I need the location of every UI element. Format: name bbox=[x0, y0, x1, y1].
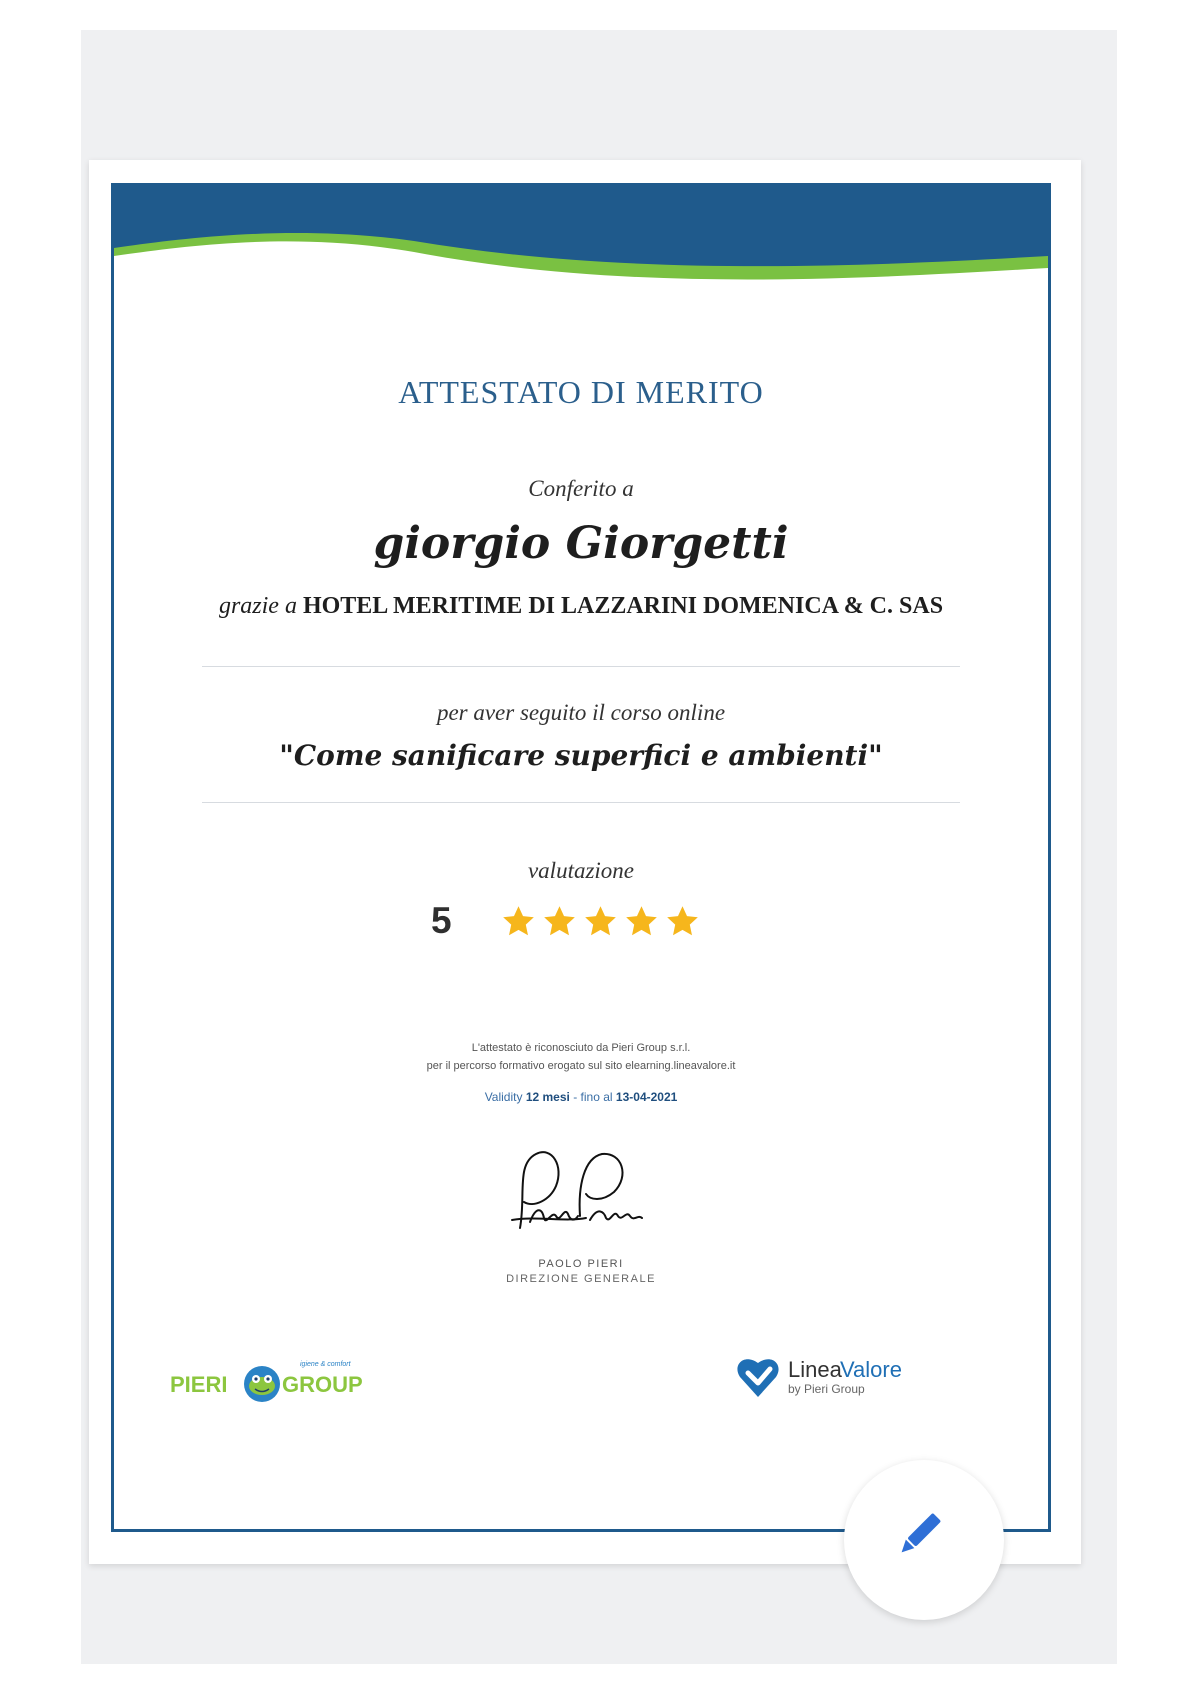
course-title: "Come sanificare superfici e ambienti" bbox=[279, 739, 883, 772]
star-rating bbox=[501, 904, 700, 939]
rating-label: valutazione bbox=[527, 858, 635, 883]
pencil-icon bbox=[892, 1506, 948, 1562]
conferito-label: Conferito a bbox=[528, 476, 634, 501]
rating-row bbox=[431, 896, 700, 946]
recognition-line-1: L'attestato è riconosciuto da Pieri Group s.r.l. bbox=[471, 1042, 691, 1054]
validity-period: 12 mesi bbox=[525, 1090, 570, 1104]
recipient-name: giorgio Giorgetti bbox=[373, 518, 789, 569]
star-icon bbox=[665, 904, 700, 939]
rating-score: 5 bbox=[431, 900, 452, 941]
pieri-logo-text-right: GROUP bbox=[282, 1372, 363, 1397]
header-wave bbox=[114, 186, 1048, 296]
divider bbox=[202, 802, 960, 803]
document-viewer bbox=[81, 30, 1117, 1664]
star-icon bbox=[624, 904, 659, 939]
lineavalore-logo-text-a: Linea bbox=[788, 1357, 842, 1382]
certificate-page bbox=[89, 160, 1081, 1564]
lineavalore-logo bbox=[736, 1351, 936, 1401]
validity-mid: - fino al bbox=[573, 1090, 613, 1104]
pieri-group-logo bbox=[170, 1356, 375, 1406]
star-icon bbox=[542, 904, 577, 939]
certificate-title: ATTESTATO DI MERITO bbox=[398, 374, 764, 410]
signature bbox=[506, 1136, 646, 1236]
lineavalore-logo-text-b: Valore bbox=[840, 1357, 902, 1382]
company-line bbox=[114, 593, 1048, 620]
pieri-logo-tagline: igiene & comfort bbox=[300, 1361, 351, 1368]
certificate-frame bbox=[111, 183, 1051, 1532]
divider bbox=[202, 666, 960, 667]
validity-prefix: Validity bbox=[484, 1090, 523, 1104]
course-intro: per aver seguito il corso online bbox=[436, 700, 726, 725]
signer-role: DIREZIONE GENERALE bbox=[506, 1273, 656, 1285]
validity-date: 13-04-2021 bbox=[615, 1090, 678, 1104]
star-icon bbox=[501, 904, 536, 939]
pieri-logo-text-left: PIERI bbox=[170, 1372, 228, 1397]
star-icon bbox=[583, 904, 618, 939]
validity-line bbox=[114, 1090, 1048, 1104]
recognition-line-2: per il percorso formativo erogato sul sito elearning.lineavalore.it bbox=[426, 1060, 736, 1072]
company-name: HOTEL MERITIME DI LAZZARINI DOMENICA & C. SAS bbox=[302, 593, 944, 619]
edit-fab-button[interactable] bbox=[844, 1460, 1004, 1620]
lineavalore-logo-by: by Pieri Group bbox=[788, 1382, 865, 1396]
grazie-label: grazie a bbox=[218, 593, 297, 619]
signer-name: PAOLO PIERI bbox=[538, 1258, 624, 1270]
